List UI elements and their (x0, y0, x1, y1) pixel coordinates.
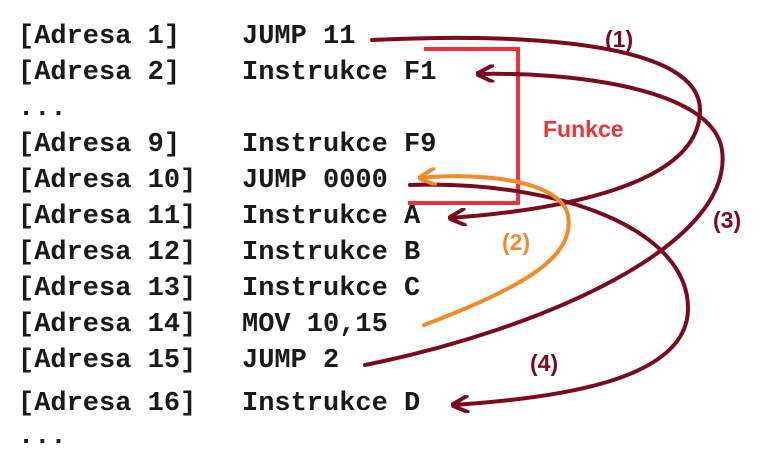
address-label: [Adresa 16] (18, 389, 197, 419)
address-label: [Adresa 13] (18, 274, 197, 304)
step-3-label: (3) (713, 207, 742, 233)
instruction-text: JUMP 11 (242, 22, 356, 52)
instruction-text: Instrukce D (242, 389, 421, 419)
instruction-text: Instrukce F9 (242, 130, 437, 160)
arrow-jump-11 (372, 38, 700, 218)
address-label: [Adresa 1] (18, 22, 181, 52)
address-label: [Adresa 11] (18, 202, 197, 232)
function-label: Funkce (543, 116, 624, 142)
instruction-text: Instrukce A (242, 202, 421, 232)
address-label: [Adresa 12] (18, 238, 197, 268)
address-label: [Adresa 15] (18, 346, 197, 376)
address-label: [Adresa 2] (18, 58, 181, 88)
step-2-label: (2) (502, 229, 531, 255)
instruction-text: Instrukce C (242, 274, 421, 304)
step-4-label: (4) (530, 350, 559, 376)
step-1-label: (1) (605, 26, 634, 52)
instruction-text: Instrukce B (242, 238, 421, 268)
address-label: [Adresa 10] (18, 166, 197, 196)
instruction-text: Instrukce F1 (242, 58, 437, 88)
address-label: [Adresa 9] (18, 130, 181, 160)
instruction-text: JUMP 0000 (242, 166, 388, 196)
address-label: ... (18, 94, 67, 124)
instruction-text: MOV 10,15 (242, 310, 388, 340)
address-label: [Adresa 14] (18, 310, 197, 340)
address-label: ... (18, 422, 67, 452)
instruction-text: JUMP 2 (242, 346, 340, 376)
